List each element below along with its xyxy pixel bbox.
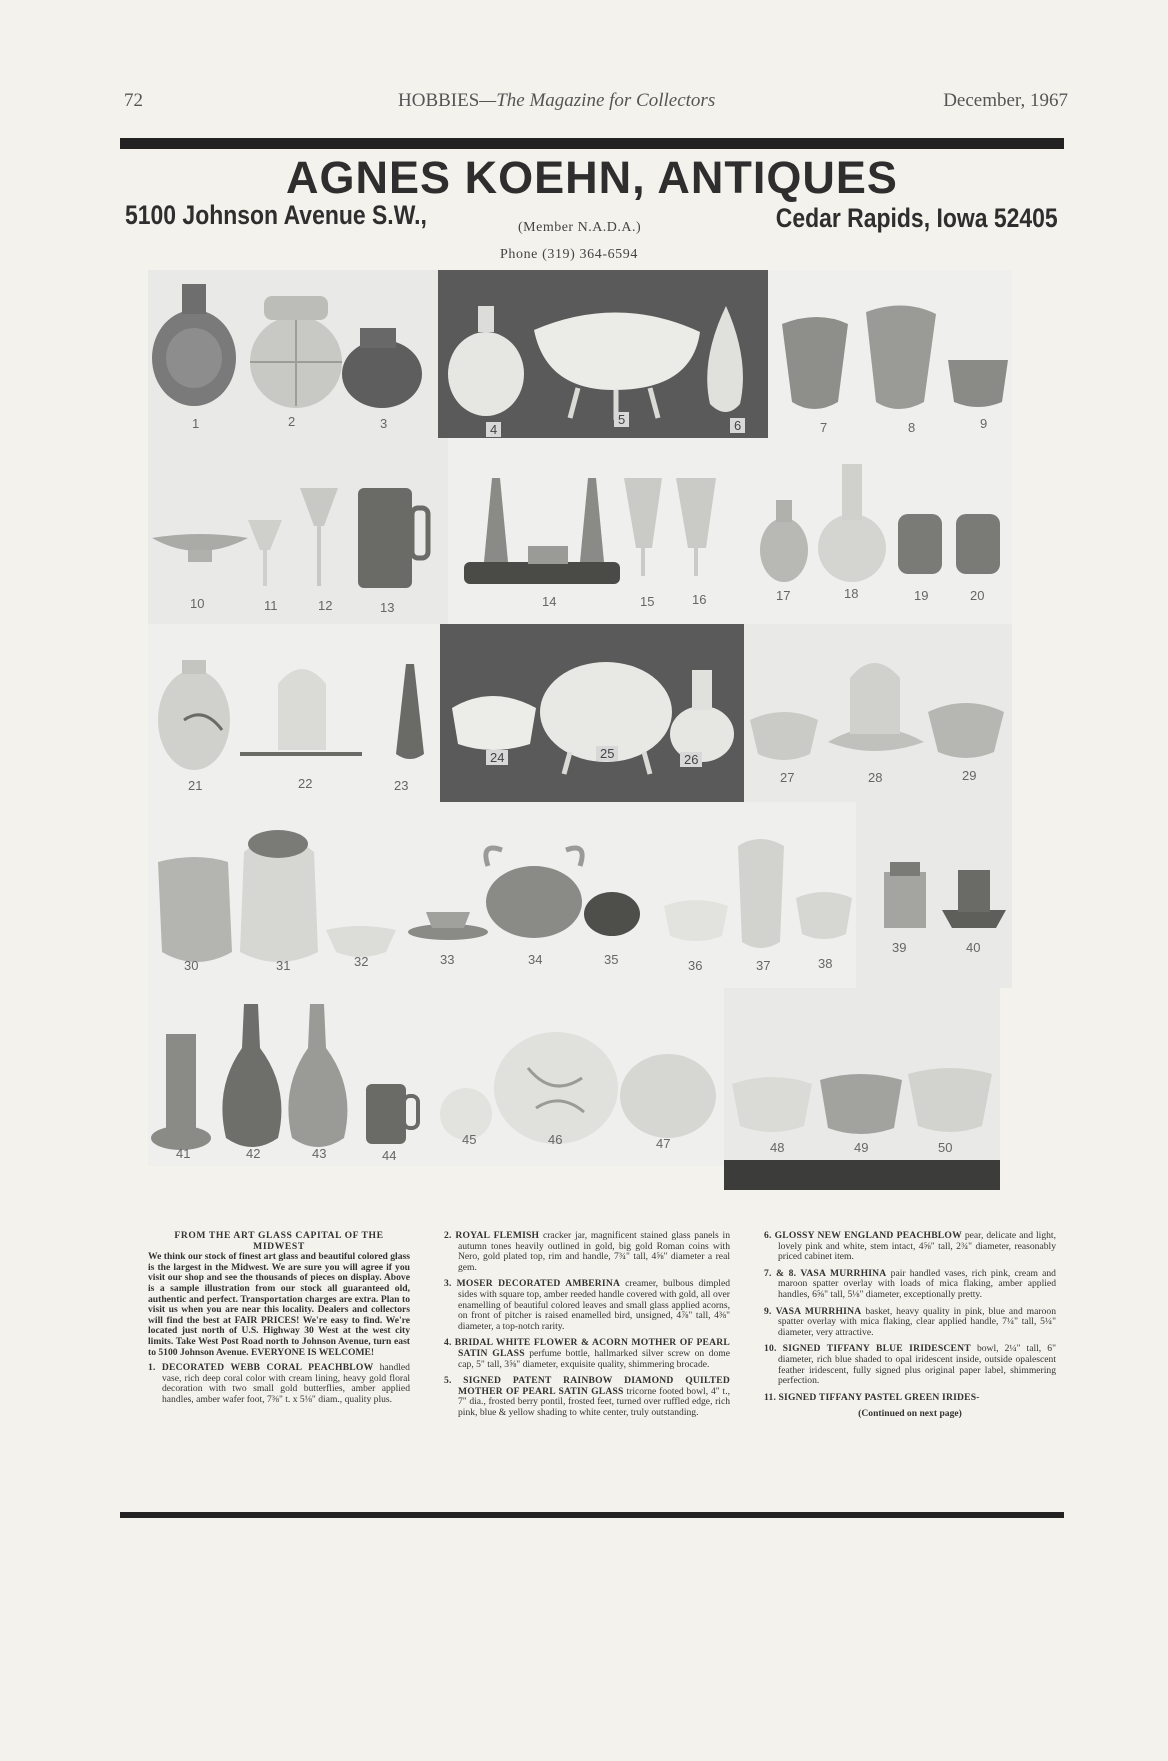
item-entry-number: 5. <box>444 1375 452 1387</box>
item-entry-desc: pair handled vases, rich pink, cream and maroon spatter overlay with loads of mica flaking, amber applied handles, 6⅝" tall, 5⅛" diameter, exceptionally pretty. <box>778 1267 1056 1300</box>
item-number-label: 15 <box>640 594 655 609</box>
item-number-label: 33 <box>440 952 455 967</box>
item-entry <box>444 1231 730 1273</box>
item-entry <box>764 1269 1056 1301</box>
item-number-label: 16 <box>692 592 707 607</box>
item-entry-number: 3. <box>444 1278 452 1290</box>
item-entry-number: 11. <box>764 1391 777 1403</box>
item-number-label: 5 <box>614 412 629 427</box>
bottom-rule <box>120 1512 1064 1518</box>
item-number-label: 43 <box>312 1146 327 1161</box>
magazine-title <box>398 90 715 112</box>
inkwells-illustration <box>856 802 1012 988</box>
item-entry <box>764 1231 1056 1263</box>
item-number-label: 22 <box>298 776 313 791</box>
item-number-label: 11 <box>264 598 278 613</box>
item-number-label: 19 <box>914 588 929 603</box>
item-entry-title: VASA MURRHINA <box>800 1267 887 1279</box>
photo-panel-1-3 <box>148 270 438 438</box>
city-address: Cedar Rapids, Iowa 52405 <box>776 203 1058 233</box>
item-number-label: 20 <box>970 588 985 603</box>
photo-panel-48-50 <box>724 988 1000 1190</box>
text-column-1 <box>148 1231 410 1412</box>
shades-illustration <box>724 988 1000 1190</box>
membership-note: (Member N.A.D.A.) <box>518 220 642 235</box>
item-number-label: 32 <box>354 954 369 969</box>
glassware-photo-grid <box>148 270 1034 1214</box>
vase-ewer-pitcher-illustration <box>148 270 438 438</box>
item-entry-number: 4. <box>444 1337 452 1349</box>
item-number-label: 13 <box>380 600 395 615</box>
item-entry-title: SIGNED TIFFANY BLUE IRIDESCENT <box>782 1343 971 1355</box>
issue-date: December, 1967 <box>943 90 1068 111</box>
item-entry-title: SIGNED PATENT RAINBOW DIAMOND QUILTED MOTHER OF PEARL SATIN GLASS <box>458 1375 730 1397</box>
item-number-label: 50 <box>938 1140 953 1155</box>
item-entry <box>444 1338 730 1370</box>
photo-panel-45-47 <box>436 988 724 1166</box>
item-entry-desc: tricorne footed bowl, 4" t., 7" dia., frosted berry pontil, frosted feet, turned over ruffled edge, rich pink, blue & yellow shading to white center, truly outstanding. <box>458 1385 730 1418</box>
item-entry-desc: pear, delicate and light, lovely pink and white, stem intact, 4⅝" tall, 2¾" diameter, reasonably priced cabinet item. <box>778 1230 1056 1263</box>
item-number-label: 6 <box>730 418 745 433</box>
item-number-label: 24 <box>486 750 508 765</box>
photo-panel-41-44 <box>148 988 436 1166</box>
item-number-label: 39 <box>892 940 907 955</box>
item-entry <box>444 1279 730 1332</box>
item-number-label: 42 <box>246 1146 261 1161</box>
item-entry-desc: perfume bottle, hallmarked silver screw on dome cap, 5" tall, 3⅝" diameter, exquisite quality, shimmering brocade. <box>458 1347 730 1370</box>
item-entry <box>764 1393 1056 1404</box>
item-entry-desc: basket, heavy quality in pink, blue and maroon spatter overlay with mica flaking, clear applied handle, 7¼" tall, 5¼" diameter, very attractive. <box>778 1305 1056 1338</box>
ad-text-columns <box>148 1230 1056 1761</box>
advertiser-name: AGNES KOEHN, ANTIQUES <box>286 152 898 203</box>
item-number-label: 46 <box>548 1132 563 1147</box>
mary-gregory-vases-illustration <box>148 988 436 1166</box>
item-entry-number: 1. <box>148 1362 156 1374</box>
item-number-label: 27 <box>780 770 795 785</box>
photo-panel-30-32 <box>148 802 404 988</box>
photo-panel-39-40 <box>856 802 1012 988</box>
item-number-label: 4 <box>486 422 501 437</box>
item-number-label: 12 <box>318 598 333 613</box>
item-entry-desc: creamer, bulbous dimpled sides with square top, amber reeded handle covered with gold, all over enamelling of beautiful colored leaves and small glass applied acorns, on front of pitcher is raised enamelled bird, unsigned, 4⅞" tall, 4⅜" diameter, a top-notch rarity. <box>458 1278 730 1332</box>
item-number-label: 10 <box>190 596 205 611</box>
photo-panel-10-13 <box>148 438 448 624</box>
item-number-label: 29 <box>962 768 977 783</box>
text-column-3 <box>764 1231 1056 1420</box>
item-entry-title: DECORATED WEBB CORAL PEACHBLOW <box>161 1362 374 1374</box>
item-entry-number: 6. <box>764 1230 772 1241</box>
item-number-label: 1 <box>192 416 200 431</box>
item-number-label: 2 <box>288 414 296 429</box>
photo-panel-4-6 <box>438 270 768 438</box>
item-number-label: 38 <box>818 956 833 971</box>
item-number-label: 17 <box>776 588 791 603</box>
item-entry-title: VASA MURRHINA <box>775 1305 862 1317</box>
running-head <box>124 90 1068 116</box>
item-number-label: 18 <box>844 586 859 601</box>
item-entry-title: BRIDAL WHITE FLOWER & ACORN MOTHER OF PEARL SATIN GLASS <box>454 1337 730 1359</box>
item-number-label: 41 <box>176 1146 191 1161</box>
item-entry-number: 10. <box>764 1343 777 1355</box>
item-entry-title: SIGNED TIFFANY PASTEL GREEN IRIDES- <box>778 1391 980 1403</box>
item-number-label: 8 <box>908 420 916 435</box>
photo-panel-33-35 <box>404 802 648 988</box>
item-entry-title: ROYAL FLEMISH <box>455 1230 540 1241</box>
item-number-label: 21 <box>188 778 203 793</box>
item-number-label: 48 <box>770 1140 785 1155</box>
magazine-tagline: —The Magazine for Collectors <box>479 90 716 111</box>
item-number-label: 47 <box>656 1136 671 1151</box>
item-number-label: 14 <box>542 594 557 609</box>
photo-panel-27-29 <box>744 624 1012 802</box>
street-address: 5100 Johnson Avenue S.W., <box>125 200 427 230</box>
top-rule <box>120 138 1064 149</box>
item-number-label: 23 <box>394 778 409 793</box>
item-entry-number: 7. & 8. <box>764 1267 797 1279</box>
item-number-label: 34 <box>528 952 543 967</box>
item-number-label: 49 <box>854 1140 869 1155</box>
item-number-label: 26 <box>680 752 702 767</box>
page-number: 72 <box>124 90 143 111</box>
item-number-label: 30 <box>184 958 199 973</box>
item-entry <box>764 1344 1056 1386</box>
item-number-label: 40 <box>966 940 981 955</box>
photo-panel-36-38 <box>648 802 856 988</box>
phone-number: Phone (319) 364-6594 <box>500 247 638 262</box>
item-number-label: 7 <box>820 420 828 435</box>
item-entry-title: MOSER DECORATED AMBERINA <box>456 1278 621 1290</box>
item-number-label: 35 <box>604 952 619 967</box>
item-entry <box>444 1376 730 1418</box>
vase-fairy-lamp-bud-vase-illustration <box>148 624 440 802</box>
item-entry <box>764 1307 1056 1339</box>
item-number-label: 36 <box>688 958 703 973</box>
item-entry <box>148 1363 410 1405</box>
item-number-label: 44 <box>382 1148 397 1163</box>
item-entry-number: 9. <box>764 1305 772 1317</box>
photo-panel-14-16 <box>448 438 740 624</box>
item-number-label: 28 <box>868 770 883 785</box>
item-entry-title: GLOSSY NEW ENGLAND PEACHBLOW <box>774 1230 962 1241</box>
item-entry-desc: cracker jar, magnificent stained glass panels in autumn tones heavily outlined in gold, big gold Roman coins with Nero, gold plated top, rim and handle, 7¾" tall, 4⅝" diameter a real gem. <box>458 1230 731 1273</box>
photo-panel-21-23 <box>148 624 440 802</box>
item-number-label: 31 <box>276 958 291 973</box>
satin-glass-bowls-cruet-illustration <box>440 624 744 802</box>
photo-panel-7-9 <box>768 270 1012 438</box>
intro-paragraph: We think our stock of finest art glass and beautiful colored glass is the largest in the Midwest. We are sure you will agree if you visit our shop and see the thousands of pieces on display. Above is a sample illustration from our stock all guaranteed old, authentic and perfect. Transportation charges are extra. Plan to visit us when you are near this locality. Dealers and collectors will find the best at FAIR PRICES! We're easy to find. We're located just north of U.S. Highway 30 West at the west city limits. Take West Post Road north to Johnson Avenue, turn east to 5100 Johnson Avenue. EVERYONE IS WELCOME! <box>148 1251 410 1358</box>
vasa-murrhina-vases-illustration <box>768 270 1012 438</box>
item-entry-desc: bowl, 2¼" tall, 6" diameter, rich blue shaded to opal iridescent inside, outside opalescent feather iridescent, fully signed plus original paper label, shimmering perfection. <box>778 1343 1056 1387</box>
item-number-label: 37 <box>756 958 771 973</box>
item-number-label: 45 <box>462 1132 477 1147</box>
intro-heading: FROM THE ART GLASS CAPITAL OF THE MIDWEST <box>174 1230 384 1252</box>
continued-note: (Continued on next page) <box>858 1408 962 1420</box>
rose-bowls-illustration <box>436 988 724 1166</box>
text-column-2 <box>444 1231 730 1425</box>
perfume-bowl-pear-illustration <box>438 270 768 438</box>
item-number-label: 3 <box>380 416 388 431</box>
item-number-label: 9 <box>980 416 988 431</box>
item-number-label: 25 <box>596 746 618 761</box>
magazine-name: HOBBIES <box>398 90 480 111</box>
item-entry-desc: handled vase, rich deep coral color with cream lining, heavy gold floral decoration with two small gold butterflies, amber applied handles, amber wafer foot, 7⅜" t. x 5⅛" diam., quality plus. <box>162 1362 410 1405</box>
photo-panel-17-20 <box>740 438 1012 624</box>
item-entry-number: 2. <box>444 1230 452 1241</box>
photo-panel-24-26 <box>440 624 744 802</box>
